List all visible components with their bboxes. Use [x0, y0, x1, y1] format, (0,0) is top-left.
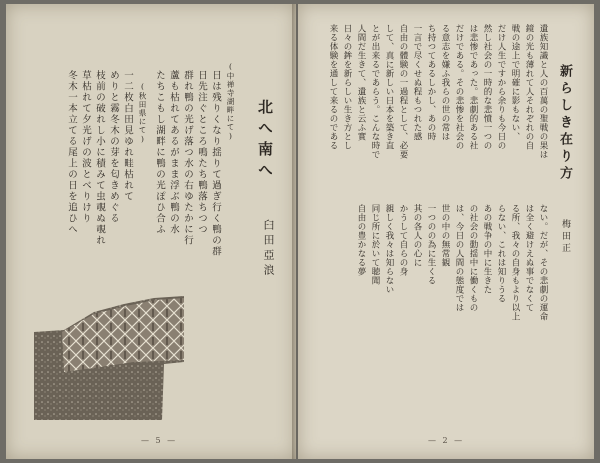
poem-line: たちこもし湖畔に鴨の光ぽひ合ふ: [154, 70, 165, 235]
essay-column: ち持つてあるしかし、あの時: [426, 24, 436, 141]
essay-column: 戦の途上で明確に影もない、: [510, 24, 520, 141]
section-2-heading: (秋田県にて): [138, 82, 147, 145]
essay-column: る意志を嫌ふ我らの世の常は: [440, 24, 450, 141]
poem-line: 冬木一本立てる尾上の日を追ひへ: [66, 70, 77, 235]
essay-column: あの戦争の中に生きた: [482, 204, 492, 294]
poet-name: 臼田亞浪: [262, 219, 275, 279]
essay-column: ない。だが、その悲劇の運命: [538, 204, 548, 321]
essay-column: は、今日の人間の態度では: [454, 204, 464, 312]
essay-column: 世の中の無常観: [440, 204, 450, 267]
page-number: — 2 —: [428, 436, 465, 445]
right-page: [298, 4, 594, 459]
essay-column: 日々の鉾を新らしい生き方とし: [342, 24, 352, 150]
poem-line: 枝前の破れし小に積みて虫覗ぬ覗れ: [94, 70, 105, 246]
poem-line: めりと霧冬木の芽を匂きめぐる: [108, 70, 119, 224]
essay-column: だけ人生ですから余りも今日の: [496, 24, 506, 150]
poem-line: 蘆も枯れてあるがまま浮ぶ鴨の水: [168, 70, 179, 235]
poem-title: 北へ南へ: [256, 99, 274, 183]
essay-author: 梅田正: [560, 219, 570, 255]
essay-column: は悲惨であった。悲劇的ある社: [468, 24, 478, 150]
essay-column: 同じ所に於いて聴聞: [370, 204, 380, 285]
essay-column: る所、我々の自身もより以上: [510, 204, 520, 321]
left-page: [6, 4, 296, 459]
essay-column: は全く避けえぬ事でなくて: [524, 204, 534, 312]
essay-lower-band: [308, 204, 548, 364]
essay-column: 自由の豊かなる夢: [356, 204, 366, 276]
poem-line: 日先注ぐところ鳴たち鴨落ちつつ: [196, 70, 207, 235]
woodblock-illustration: [34, 292, 184, 422]
essay-column: 遺族知識と人の百萬の聖戦の果は: [538, 24, 548, 159]
essay-column: 一言で尽くせぬ程もつれた感: [412, 24, 422, 141]
essay-column: 一つのの為に生くる: [426, 204, 436, 285]
essay-column: 親しく我々は知らない: [384, 204, 394, 294]
poem-body: [21, 62, 236, 297]
essay-title: 新らしき在り方: [557, 64, 572, 183]
essay-column: 自由の體験の一過程として、必要: [398, 24, 408, 159]
poem-line: 日は残りくなり揺りて過ぎ行く鴨の群: [210, 70, 221, 257]
essay-column: 然し社会の一時的な悲憤一つの: [482, 24, 492, 150]
essay-column: だけである。その悲惨を社会の: [454, 24, 464, 150]
essay-column: の社会の動揺中に働くもの: [468, 204, 478, 312]
poem-line: 草枯れて夕光げの波とべりけり: [80, 70, 91, 224]
essay-column: 其の各人の心に: [412, 204, 422, 267]
book-spread: [6, 4, 594, 459]
poem-line: 群れ鴨の光げ落つ水の右ゆたかに行: [182, 70, 193, 246]
essay-column: 来る体験を通して来るのである: [328, 24, 338, 150]
essay-column: して、真に新しい日本を築き直: [384, 24, 394, 150]
poem-line: 一二枚白田見ゆれ畦枯れて: [122, 70, 133, 202]
essay-column: 人間だ生きて、遺族と云ふ實: [356, 24, 366, 141]
essay-column: 鏡の光も薄れて人それぞれの自: [524, 24, 534, 150]
essay-column: らない、これは知りうる: [496, 204, 506, 303]
essay-upper-band: [308, 24, 548, 184]
section-1-heading: (中禅寺湖畔にて): [226, 62, 235, 142]
essay-column: とが出来るであらう。こんな時で: [370, 24, 380, 159]
essay-column: かうして自らの身: [398, 204, 408, 276]
page-number: — 5 —: [141, 436, 178, 445]
